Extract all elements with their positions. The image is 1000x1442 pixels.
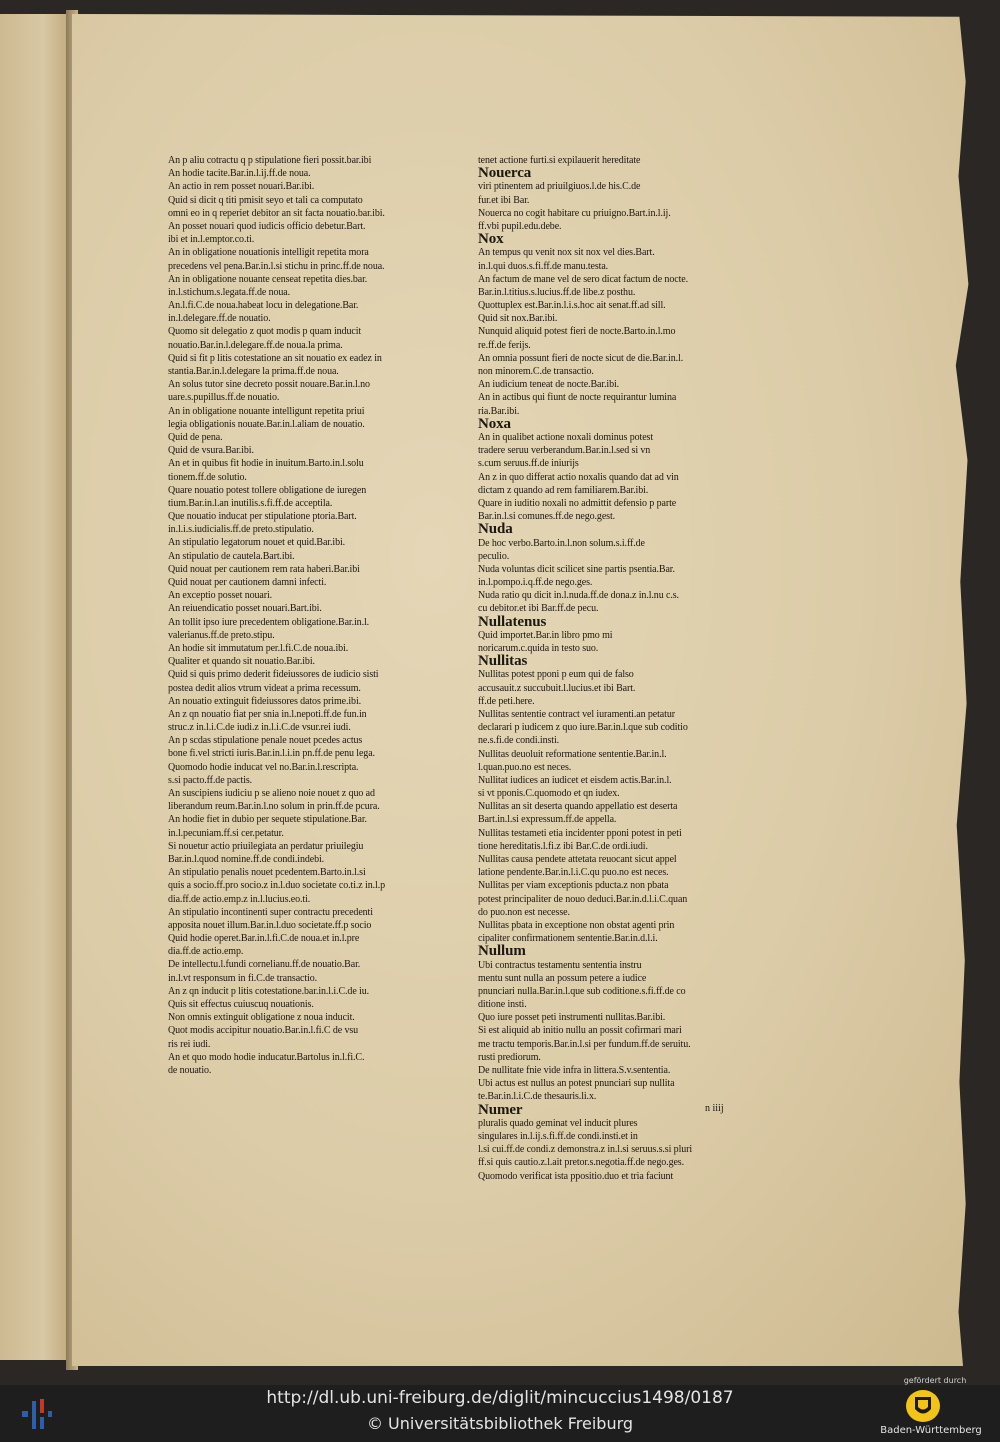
text-line: in.l.i.s.iudicialis.ff.de preto.stipulatio. — [168, 524, 314, 536]
text-line: potest principaliter de nouo deduci.Bar.in.d.l.i.C.quan — [478, 893, 688, 905]
text-line: An in obligatione nouante censeat repetita dies.bar. — [168, 273, 368, 285]
text-line: ibi et in.l.emptor.co.ti. — [168, 234, 255, 246]
text-line: An reiuendicatio posset nouari.Bart.ibi. — [168, 603, 322, 615]
text-line: Nullitas an sit deserta quando appellatio est deserta — [478, 801, 678, 813]
text-line: Nuda ratio qu dicit in.l.nuda.ff.de dona.z in.l.nu c.s. — [478, 590, 679, 602]
text-line: An actio in rem posset nouari.Bar.ibi. — [168, 181, 315, 193]
entry-heading: Noxa — [478, 415, 511, 432]
text-line: An hodie fiet in dubio per sequete stipulatione.Bar. — [168, 814, 367, 826]
text-line: Bar.in.l.quod nomine.ff.de condi.indebi. — [168, 853, 325, 865]
text-line: Nullitas testameti etia incidenter pponi potest in peti — [478, 827, 682, 839]
text-line: Quomodo hodie inducat vel no.Bar.in.l.rescripta. — [168, 761, 359, 773]
text-line: Quid si quis primo dederit fideiussores de iudicio sisti — [168, 669, 379, 681]
text-line: ris rei iudi. — [168, 1038, 211, 1050]
text-line: De hoc verbo.Barto.in.l.non solum.s.i.ff.de — [478, 537, 645, 549]
text-line: Quomodo verificat ista ppositio.duo et tria faciunt — [478, 1170, 674, 1182]
copyright-notice: © Universitätsbibliothek Freiburg — [366, 1414, 634, 1433]
text-line: Bar.in.l.titius.s.lucius.ff.de libe.z posthu. — [478, 286, 636, 298]
text-line: An hodie tacite.Bar.in.l.ij.ff.de noua. — [168, 168, 311, 180]
text-line: Quo iure posset peti instrumenti nullitas.Bar.ibi. — [478, 1012, 666, 1024]
text-line: An nouatio extinguit fideiussores datos prime.ibi. — [168, 695, 362, 707]
text-line: noricarum.c.quida in testo suo. — [478, 643, 599, 655]
text-line: An suscipiens iudiciu p se alieno noie nouet z quo ad — [168, 788, 375, 799]
right-text-column — [478, 154, 768, 1183]
text-line: tione hereditatis.l.fi.z ibi Bar.C.de ordi.iudi. — [478, 840, 648, 852]
text-line: Quomo sit delegatio z quot modis p quam inducit — [168, 326, 362, 338]
text-line: An hodie sit immutatum per.l.fi.C.de noua.ibi. — [168, 642, 349, 654]
text-line: An in obligatione nouante intelligunt repetita priui — [168, 405, 365, 417]
text-line: An tempus qu venit nox sit nox vel dies.Bart. — [478, 247, 655, 259]
text-line: Quid de vsura.Bar.ibi. — [168, 445, 254, 457]
text-line: An posset nouari quod iudicis officio debetur.Bart. — [168, 220, 366, 232]
text-line: Si nouetur actio priuilegiata an perdatur priuilegiu — [168, 840, 364, 852]
text-line: in.l.delegare.ff.de nouatio. — [168, 313, 271, 325]
text-line: dia.ff.de actio.emp. — [168, 946, 244, 958]
text-line: An et quo modo hodie inducatur.Bartolus in.l.fi.C. — [168, 1051, 365, 1063]
text-line: An factum de mane vel de sero dicat factum de nocte. — [478, 273, 688, 285]
text-line: Bart.in.l.si expressum.ff.de appella. — [478, 814, 617, 826]
text-line: An omnia possunt fieri de nocte sicut de die.Bar.in.l. — [478, 352, 684, 364]
text-line: An p aliu cotractu q p stipulatione fieri possit.bar.ibi — [168, 155, 372, 166]
text-line: Nullitas potest pponi p eum qui de falso — [478, 669, 634, 681]
text-line: Quid nouat per cautionem damni infecti. — [168, 577, 327, 588]
text-line: Nullitas causa pendete attetata reuocant sicut appel — [478, 854, 677, 866]
sponsor-label: gefördert durch — [903, 1376, 967, 1385]
text-line: s.cum seruus.ff.de iniurijs — [478, 458, 579, 470]
text-line: De intellectu.l.fundi cornelianu.ff.de nouatio.Bar. — [168, 959, 361, 971]
text-line: pluralis quado geminat vel inducit plures — [478, 1117, 638, 1129]
text-line: dia.ff.de actio.emp.z in.l.lucius.eo.ti. — [168, 893, 311, 905]
text-line: in.l.stichum.s.legata.ff.de noua. — [168, 286, 291, 298]
text-line: An in obligatione nouationis intelligit repetita mora — [168, 247, 369, 259]
text-line: apposita nouet illum.Bar.in.l.duo societate.ff.p socio — [168, 919, 372, 931]
text-line: tionem.ff.de solutio. — [168, 471, 247, 483]
text-line: accusauit.z succubuit.l.lucius.et ibi Bart. — [478, 682, 636, 694]
text-line: Quid si fit p litis cotestatione an sit nouatio ex eadez in — [168, 352, 382, 364]
text-line: in.l.pecuniam.ff.si cer.petatur. — [168, 827, 284, 839]
text-line: Nouerca no cogit habitare cu priuigno.Bart.in.l.ij. — [478, 207, 671, 219]
text-line: singulares in.l.ij.s.fi.ff.de condi.insti.et in — [478, 1131, 638, 1142]
text-line: quis a socio.ff.pro socio.z in.l.duo societate co.ti.z in.l.p — [168, 880, 386, 892]
text-line: Quot modis accipitur nouatio.Bar.in.l.fi.C de vsu — [168, 1025, 359, 1037]
text-line: ne.s.fi.de condi.insti. — [478, 735, 560, 747]
text-line: declarari p iudicem z quo iure.Bar.in.l.que sub coditio — [478, 722, 688, 734]
text-line: cipaliter confirmationem sententie.Bar.in.d.l.i. — [478, 933, 658, 945]
text-line: non minorem.C.de transactio. — [478, 366, 594, 378]
text-line: An tollit ipso iure precedentem obligatione.Bar.in.l. — [168, 616, 370, 628]
text-line: do puo.non est necesse. — [478, 906, 570, 918]
text-line: me tractu temporis.Bar.in.l.si per fundum.ff.de seruitu. — [478, 1038, 691, 1050]
text-line: Ubi actus est nullus an potest pnunciari sup nullita — [478, 1078, 675, 1090]
signature-mark: n iiij — [705, 1103, 724, 1114]
text-line: dictam z quando ad rem familiarem.Bar.ibi. — [478, 484, 649, 496]
document-url[interactable]: http://dl.ub.uni-freiburg.de/diglit/mincuccius1498/0187 — [266, 1388, 734, 1408]
text-line: Qualiter et quando sit nouatio.Bar.ibi. — [168, 656, 315, 668]
text-line: s.si pacto.ff.de pactis. — [168, 774, 253, 786]
text-line: fur.et ibi Bar. — [478, 194, 530, 206]
text-line: Bar.in.l.si comunes.ff.de nego.gest. — [478, 511, 616, 523]
text-line: l.quan.puo.no est neces. — [478, 761, 572, 773]
text-line: Nullitas sententie contract vel iuramenti.an petatur — [478, 708, 675, 720]
entry-heading: Numer — [478, 1101, 523, 1118]
text-line: Quid importet.Bar.in libro pmo mi — [478, 629, 613, 641]
text-line: tradere seruu verberandum.Bar.in.l.sed si vn — [478, 445, 651, 457]
text-line: struc.z in.l.i.C.de iudi.z in.l.i.C.de vsur.rei iudi. — [168, 722, 351, 734]
text-line: ff.de peti.here. — [478, 695, 535, 707]
text-line: An.l.fi.C.de noua.habeat locu in delegatione.Bar. — [168, 300, 359, 312]
text-line: De nullitate fnie vide infra in littera.S.v.sententia. — [478, 1065, 671, 1077]
entry-heading: Nouerca — [478, 165, 532, 182]
text-line: ria.Bar.ibi. — [478, 405, 520, 417]
text-line: stantia.Bar.in.l.delegare la prima.ff.de noua. — [168, 366, 339, 377]
text-line: An exceptio posset nouari. — [168, 590, 273, 602]
text-line: pnunciari nulla.Bar.in.l.que sub coditione.s.fi.ff.de co — [478, 985, 686, 997]
facing-page-edge — [0, 14, 72, 1360]
text-line: An p scdas stipulatione penale nouet pcedes actus — [168, 735, 363, 747]
text-line: An in qualibet actione noxali dominus potest — [478, 431, 654, 443]
text-line: legia obligationis nouate.Bar.in.l.aliam de nouatio. — [168, 418, 365, 430]
text-line: peculio. — [478, 550, 510, 562]
text-line: te.Bar.in.l.i.C.de thesauris.li.x. — [478, 1091, 597, 1103]
text-line: An solus tutor sine decreto possit nouare.Bar.in.l.no — [168, 379, 370, 391]
text-line: si vt pponis.C.quomodo et qn iudex. — [478, 788, 620, 800]
entry-heading: Nullitas — [478, 653, 528, 670]
text-line: ff.si quis cautio.z.l.ait pretor.s.negotia.ff.de nego.ges. — [478, 1157, 685, 1169]
text-line: ditione insti. — [478, 999, 527, 1011]
text-line: Nunquid aliquid potest fieri de nocte.Barto.in.l.mo — [478, 326, 676, 338]
text-line: An stipulatio de cautela.Bart.ibi. — [168, 550, 295, 562]
text-line: latione pendente.Bar.in.l.i.C.qu puo.no est neces. — [478, 867, 669, 879]
text-line: Quid de pena. — [168, 431, 223, 443]
text-line: postea dedit alios vtrum videat a prima recessum. — [168, 682, 361, 694]
text-line: Nullitas per viam exceptionis pducta.z non pbata — [478, 880, 669, 892]
text-line: valerianus.ff.de preto.stipu. — [168, 629, 275, 641]
text-line: An et in quibus fit hodie in inuitum.Barto.in.l.solu — [168, 458, 364, 470]
text-line: An iudicium teneat de nocte.Bar.ibi. — [478, 379, 620, 391]
text-line: in.l.pompo.i.q.ff.de nego.ges. — [478, 577, 593, 589]
entry-heading: Nullatenus — [478, 613, 547, 630]
text-line: Quis sit effectus cuiuscuq nouationis. — [168, 999, 314, 1010]
text-line: rusti prediorum. — [478, 1051, 541, 1063]
text-line: re.ff.de ferijs. — [478, 339, 531, 351]
text-line: precedens vel pena.Bar.in.l.si stichu in princ.ff.de noua. — [168, 260, 385, 272]
text-line: An stipulatio incontinenti super contractu precedenti — [168, 906, 373, 918]
left-text-column — [168, 154, 458, 1077]
text-line: mentu sunt nulla an possum petere a iudice — [478, 972, 647, 984]
text-line: liberandum reum.Bar.in.l.no solum in prin.ff.de pcura. — [168, 801, 380, 813]
text-line: Quare in iuditio noxali no admittit defensio p parte — [478, 497, 677, 509]
text-line: Que nouatio inducat per stipulatione ptoria.Bart. — [168, 511, 357, 523]
entry-heading: Nuda — [478, 521, 513, 538]
text-line: tenet actione furti.si expilauerit hereditate — [478, 155, 641, 166]
text-line: cu debitor.et ibi Bar.ff.de pecu. — [478, 603, 599, 615]
text-line: bone fi.vel stricti iuris.Bar.in.l.i.in pn.ff.de penu lega. — [168, 748, 375, 760]
text-line: Quid nouat per cautionem rem rata haberi.Bar.ibi — [168, 563, 360, 575]
text-line: An z qn nouatio fiat per snia in.l.nepoti.ff.de fun.in — [168, 708, 367, 720]
text-line: in.l.qui duos.s.fi.ff.de manu.testa. — [478, 260, 609, 272]
text-line: An stipulatio penalis nouet pcedentem.Barto.in.l.si — [168, 867, 366, 879]
text-line: An z qn inducit p litis cotestatione.bar.in.l.i.C.de iu. — [168, 985, 370, 997]
text-line: de nouatio. — [168, 1064, 212, 1076]
text-line: An stipulatio legatorum nouet et quid.Bar.ibi. — [168, 537, 346, 549]
text-line: Ubi contractus testamentu sententia instru — [478, 959, 642, 971]
text-line: Nullitat iudices an iudicet et eisdem actis.Bar.in.l. — [478, 774, 672, 786]
text-line: An z in quo differat actio noxalis quando dat ad vin — [478, 471, 679, 483]
text-line: ff.vbi pupil.edu.debe. — [478, 220, 562, 232]
text-line: Quare nouatio potest tollere obligatione de iuregen — [168, 484, 367, 496]
text-line: omni eo in q reperiet debitor an sit facta nouatio.bar.ibi. — [168, 207, 385, 219]
text-line: Quid hodie operet.Bar.in.l.fi.C.de noua.et in.l.pre — [168, 933, 360, 945]
text-line: Nullitas pbata in exceptione non obstat agenti prin — [478, 919, 675, 931]
text-line: nouatio.Bar.in.l.delegare.ff.de noua.la prima. — [168, 339, 343, 351]
text-line: Quid si dicit q titi pmisit seyo et tali ca computato — [168, 194, 363, 206]
text-line: uare.s.pupillus.ff.de nouatio. — [168, 392, 280, 404]
text-line: tium.Bar.in.l.an inutilis.s.fi.ff.de acceptila. — [168, 497, 333, 509]
text-line: Si est aliquid ab initio nullu an possit cofirmari mari — [478, 1025, 682, 1037]
text-line: Nuda voluntas dicit scilicet sine partis psentia.Bar. — [478, 563, 675, 575]
text-line: Quid sit nox.Bar.ibi. — [478, 313, 558, 325]
text-line: Non omnis extinguit obligatione z noua inducit. — [168, 1012, 355, 1024]
sponsor-name: Baden-Württemberg — [880, 1425, 982, 1436]
text-line: Quottuplex est.Bar.in.l.i.s.hoc ait senat.ff.ad sill. — [478, 300, 666, 312]
text-line: viri ptinentem ad priuilgiuos.l.de his.C.de — [478, 181, 641, 193]
entry-heading: Nox — [478, 231, 504, 248]
text-line: Nullitas deuoluit reformatione sententie.Bar.in.l. — [478, 748, 667, 760]
entry-heading: Nullum — [478, 943, 526, 960]
state-coat-of-arms-icon — [898, 1388, 948, 1424]
text-line: in.l.vt responsum in fi.C.de transactio. — [168, 972, 318, 984]
text-line: An in actibus qui fiunt de nocte requirantur lumina — [478, 392, 677, 404]
text-line: l.si cui.ff.de condi.z demonstra.z in.l.si seruus.s.si pluri — [478, 1144, 693, 1156]
